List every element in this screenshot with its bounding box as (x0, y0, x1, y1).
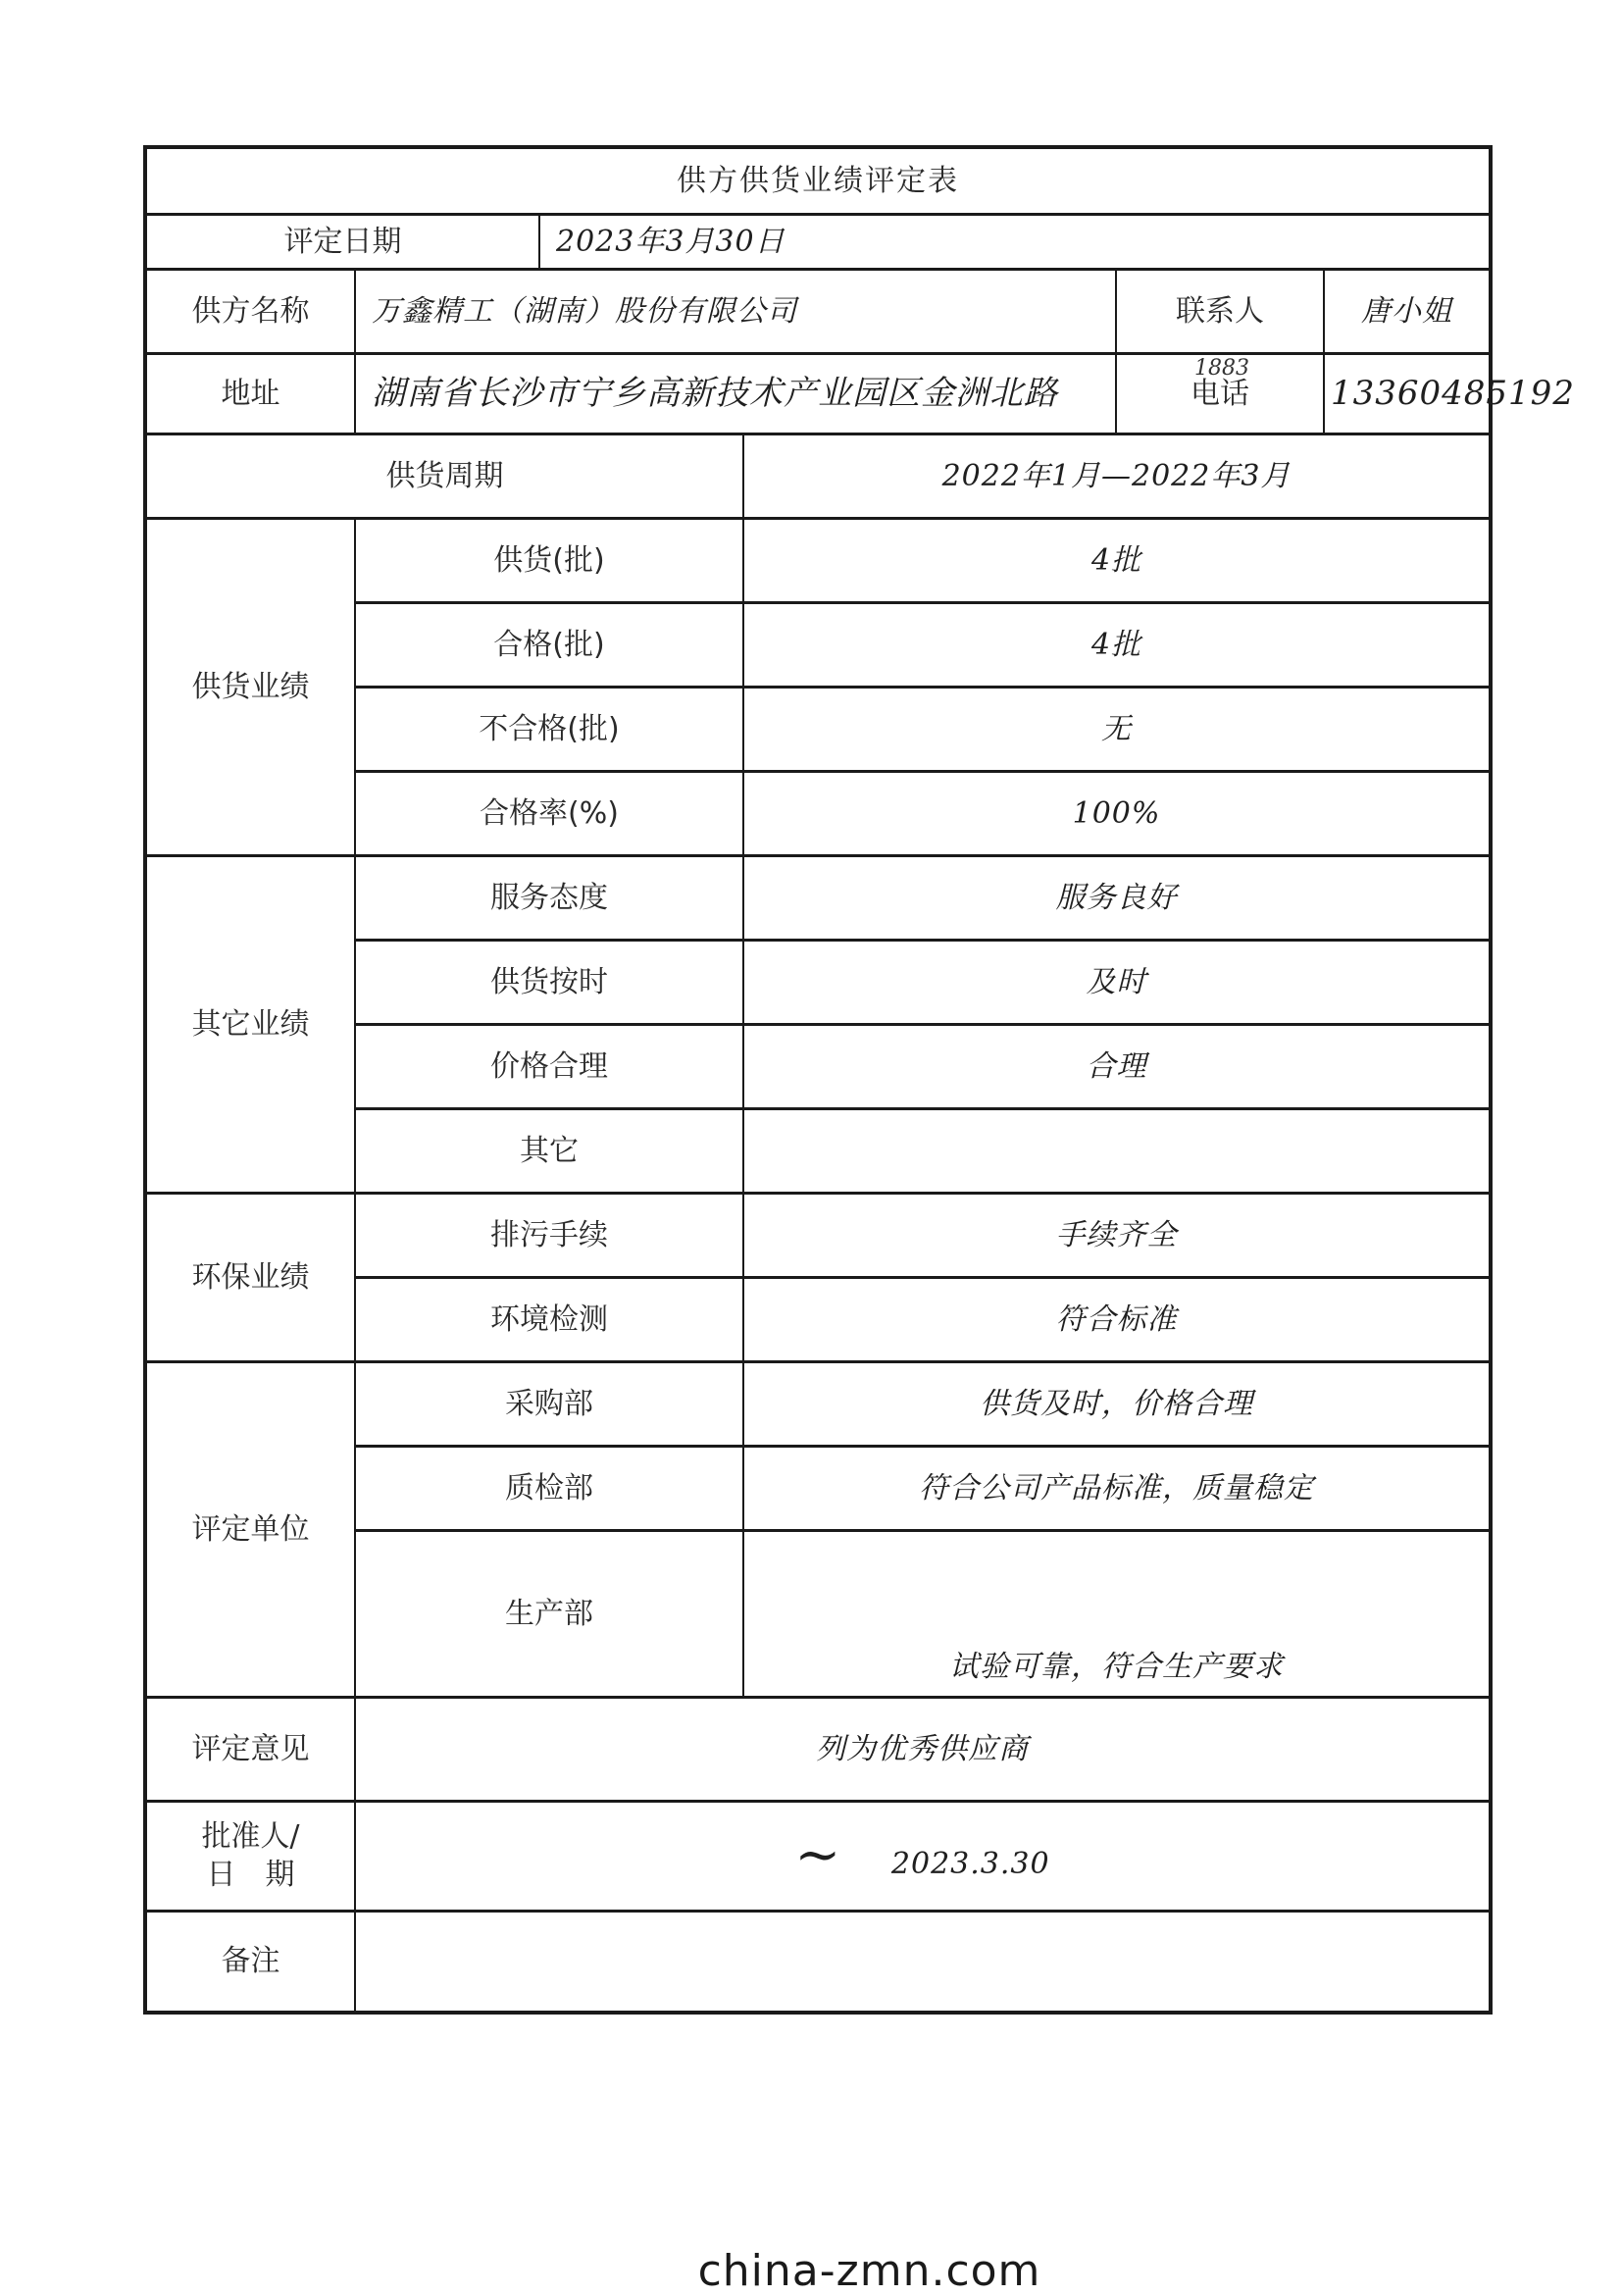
remarks-value (355, 1911, 1491, 2013)
eval-date-value: 2023年3月30日 (539, 214, 1491, 269)
eval-unit-label: 评定单位 (145, 1361, 355, 1697)
qualified-row-value: 4批 (743, 602, 1491, 687)
ontime-row-label: 供货按时 (355, 940, 743, 1024)
approver-signature-mark: ~ (794, 1822, 842, 1887)
eval-date-label: 评定日期 (145, 214, 539, 269)
phone-label-wrap (1190, 355, 1249, 411)
production-row-value: 试验可靠，符合生产要求 (743, 1530, 1491, 1697)
purchasing-row-value: 供货及时，价格合理 (743, 1361, 1491, 1446)
period-value: 2022年1月—2022年3月 (743, 434, 1491, 518)
service-row-label: 服务态度 (355, 855, 743, 940)
discharge-row-label: 排污手续 (355, 1193, 743, 1277)
approver-date: 2023.3.30 (890, 1846, 1050, 1881)
purchasing-row-label: 采购部 (355, 1361, 743, 1446)
env-test-row-label: 环境检测 (355, 1277, 743, 1361)
opinion-label: 评定意见 (145, 1697, 355, 1801)
other-row-label: 其它 (355, 1108, 743, 1193)
other-row-value (743, 1108, 1491, 1193)
service-row-value: 服务良好 (743, 855, 1491, 940)
other-perf-label: 其它业绩 (145, 855, 355, 1193)
qualified-row-label: 合格(批) (355, 602, 743, 687)
supply-row-value: 4批 (743, 518, 1491, 602)
unqualified-row-label: 不合格(批) (355, 687, 743, 771)
phone-value: 13360485192 (1324, 353, 1491, 434)
period-label: 供货周期 (145, 434, 743, 518)
env-perf-label: 环保业绩 (145, 1193, 355, 1361)
phone-label: 电话 (1190, 376, 1249, 411)
price-row-label: 价格合理 (355, 1024, 743, 1108)
pass-rate-row-value: 100% (743, 771, 1491, 855)
form-title: 供方供货业绩评定表 (145, 147, 1491, 214)
approver-label-cell (145, 1801, 355, 1911)
supplier-name-value: 万鑫精工（湖南）股份有限公司 (355, 269, 1116, 353)
opinion-value: 列为优秀供应商 (355, 1697, 1491, 1801)
supply-row-label: 供货(批) (355, 518, 743, 602)
phone-label-cell (1116, 353, 1324, 434)
footer-watermark (0, 2246, 1621, 2296)
address-label: 地址 (145, 353, 355, 434)
discharge-row-value: 手续齐全 (743, 1193, 1491, 1277)
price-row-value: 合理 (743, 1024, 1491, 1108)
address-value: 湖南省长沙市宁乡高新技术产业园区金洲北路 (355, 353, 1116, 434)
phone-scribble: 1883 (1194, 355, 1249, 381)
contact-value: 唐小姐 (1324, 269, 1491, 353)
production-row-label: 生产部 (355, 1530, 743, 1697)
ontime-row-value: 及时 (743, 940, 1491, 1024)
env-test-row-value: 符合标准 (743, 1277, 1491, 1361)
contact-label: 联系人 (1116, 269, 1324, 353)
quality-row-label: 质检部 (355, 1446, 743, 1530)
remarks-label: 备注 (145, 1911, 355, 2013)
pass-rate-row-label: 合格率(%) (355, 771, 743, 855)
supplier-name-label: 供方名称 (145, 269, 355, 353)
approver-label-line1: 批准人/ (201, 1819, 300, 1854)
approver-label-line2: 日 期 (206, 1858, 295, 1892)
watermark-text: china-zmn.com (697, 2246, 1041, 2296)
quality-row-value: 符合公司产品标准，质量稳定 (743, 1446, 1491, 1530)
supplier-evaluation-form (143, 145, 1575, 2015)
supply-perf-label: 供货业绩 (145, 518, 355, 855)
approver-signature-cell (355, 1801, 1491, 1911)
unqualified-row-value: 无 (743, 687, 1491, 771)
